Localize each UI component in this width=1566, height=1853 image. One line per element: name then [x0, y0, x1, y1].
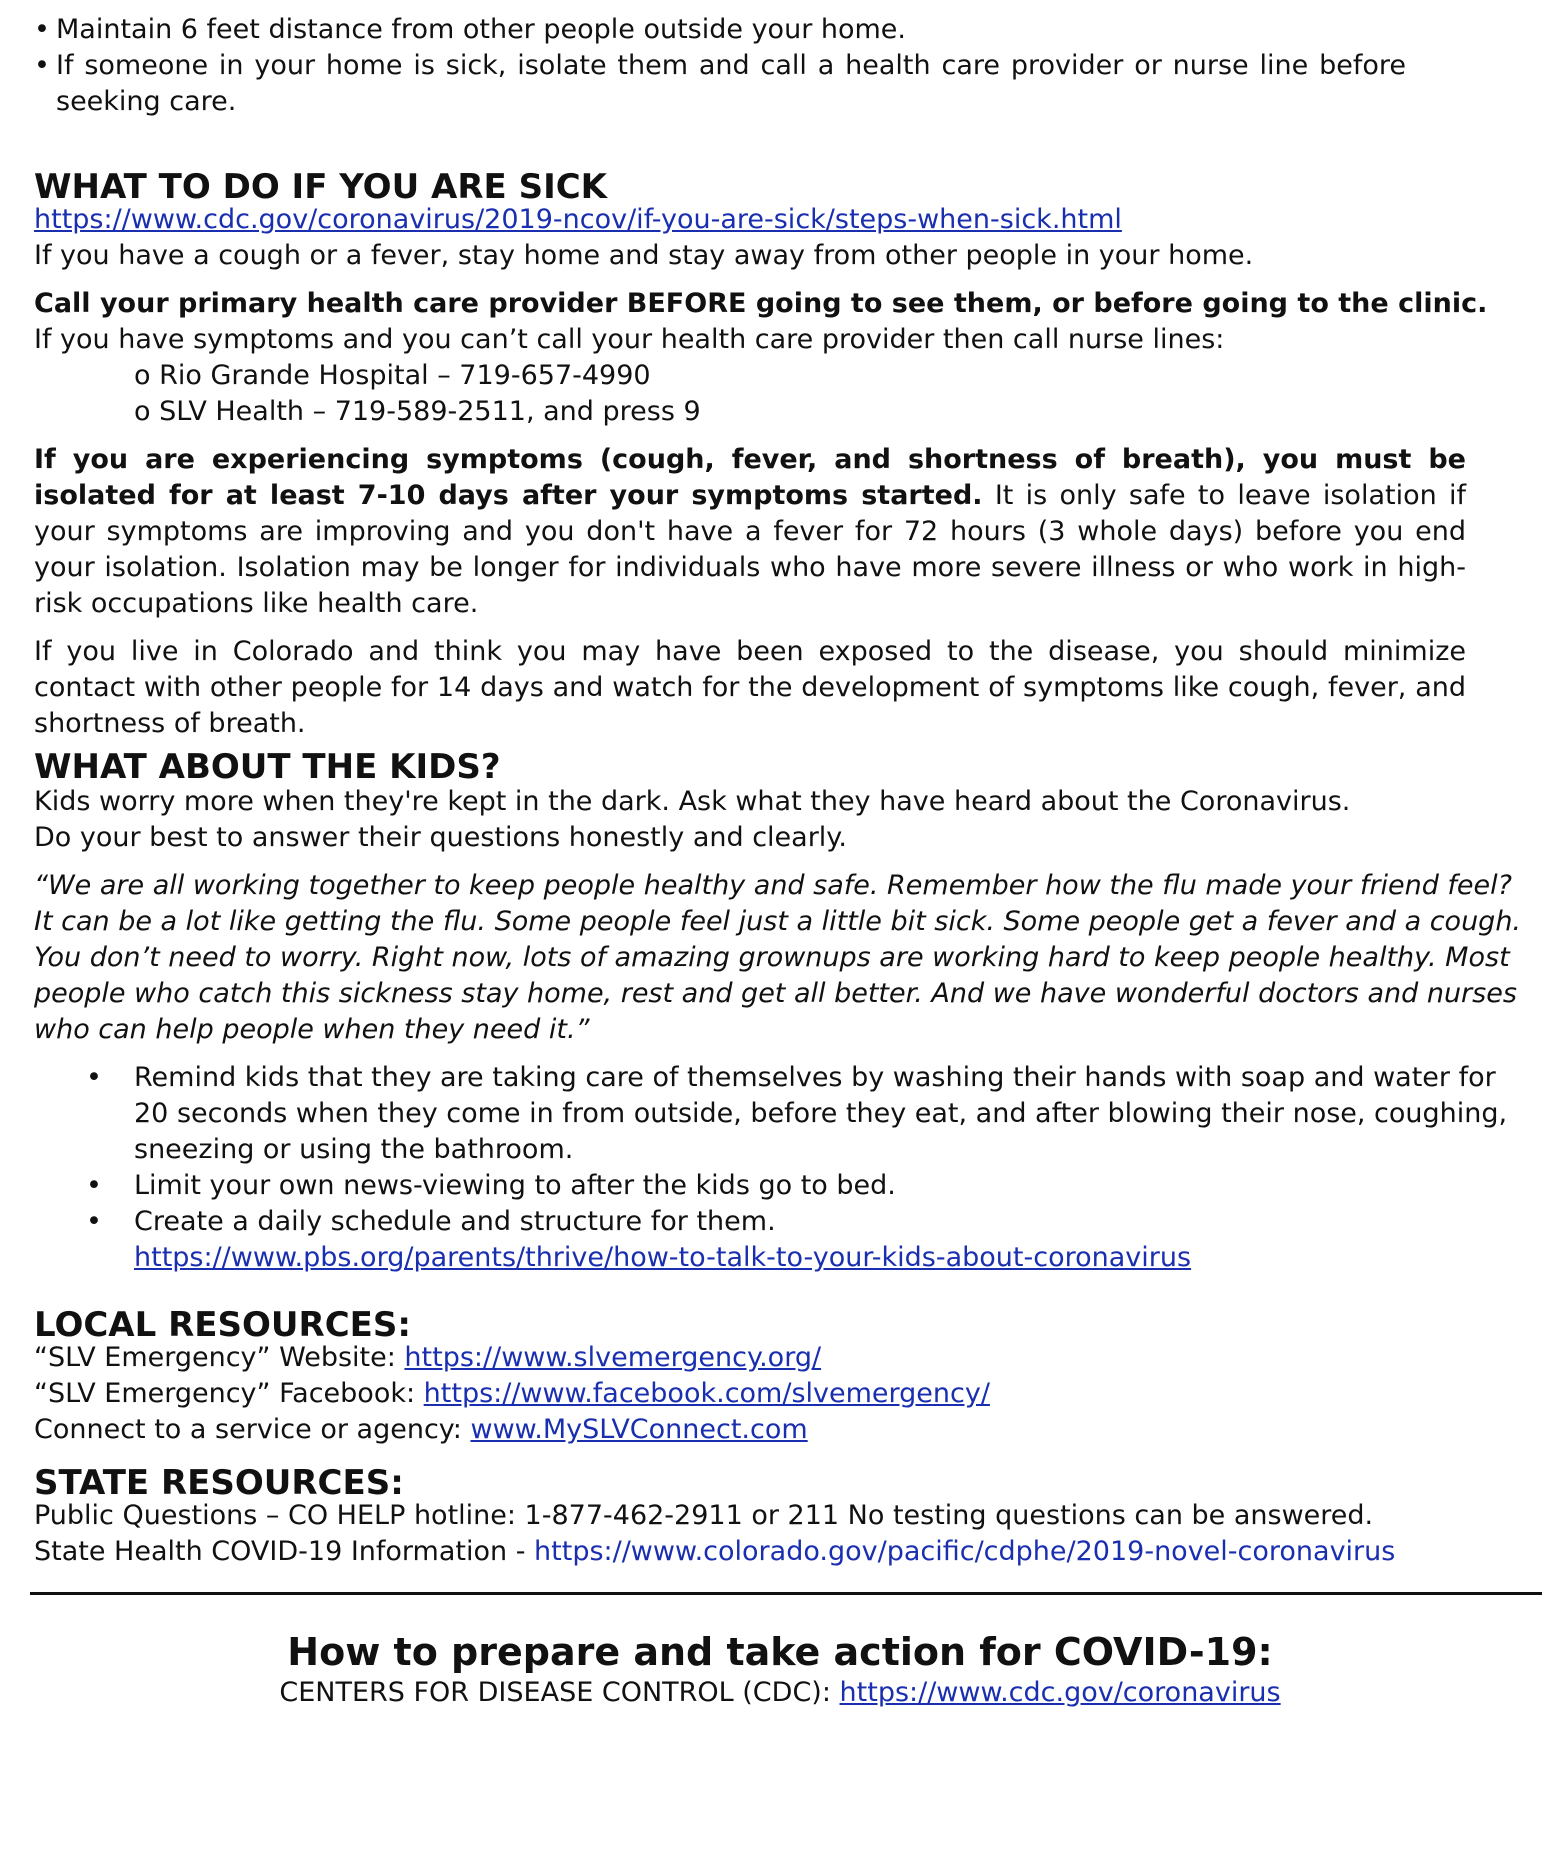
list-item — [34, 1168, 1526, 1204]
list-item — [34, 48, 1526, 120]
state-info-label: State Health COVID-19 Information - — [34, 1536, 535, 1567]
bullet-icon: • — [34, 50, 50, 81]
footer-cdc-row — [34, 1675, 1526, 1711]
local-facebook-row — [34, 1376, 1526, 1412]
bullet-icon: • — [86, 1206, 102, 1237]
kids-intro-1: Kids worry more when they're kept in the dark. Ask what they have heard about the Coronavirus. — [34, 786, 1351, 817]
bullet-icon: • — [86, 1062, 102, 1093]
cdc-coronavirus-link[interactable]: https://www.cdc.gov/coronavirus — [839, 1677, 1281, 1708]
slv-emergency-website-link[interactable]: https://www.slvemergency.org/ — [404, 1342, 822, 1373]
bullet-text: Limit your own news-viewing to after the kids go to bed. — [134, 1170, 896, 1201]
bullet-icon: • — [34, 14, 50, 45]
slv-emergency-facebook-link[interactable]: https://www.facebook.com/slvemergency/ — [423, 1378, 990, 1409]
list-item — [34, 1204, 1526, 1276]
kids-bullet-list — [34, 1060, 1526, 1276]
local-connect-label: Connect to a service or agency: — [34, 1414, 471, 1445]
kids-heading: WHAT ABOUT THE KIDS? — [34, 747, 501, 787]
local-website-row — [34, 1340, 1526, 1376]
sick-intro: If you have a cough or a fever, stay home and stay away from other people in your home. — [34, 240, 1254, 271]
bullet-text: If someone in your home is sick, isolate them and call a health care provider or nurse line before seeking care. — [56, 50, 1406, 117]
state-resources-heading: STATE RESOURCES: — [34, 1463, 404, 1503]
sick-steps-link[interactable]: https://www.cdc.gov/coronavirus/2019-ncov/if-you-are-sick/steps-when-sick.html — [34, 204, 1122, 235]
isolation-paragraph — [34, 442, 1526, 622]
exposure-paragraph: If you live in Colorado and think you may have been exposed to the disease, you should minimize contact with other people for 14 days and watch for the development of symptoms like cough, fever, and shortness of breath. — [34, 636, 1466, 739]
sick-heading: WHAT TO DO IF YOU ARE SICK — [34, 167, 608, 207]
list-item — [34, 1060, 1526, 1168]
local-facebook-label: “SLV Emergency” Facebook: — [34, 1378, 424, 1409]
local-resources-heading: LOCAL RESOURCES: — [34, 1305, 411, 1345]
kids-quote: “We are all working together to keep people healthy and safe. Remember how the flu made your friend feel? It can be a lot like getting the flu. Some people feel just a little bit sick. Some people get a fever and a cough. You don’t need to worry. Right now, lots of amazing grownups are working hard to keep people healthy. Most people who catch this sickness stay home, rest and get all better. And we have wonderful doctors and nurses who can help people when they need it.” — [34, 870, 1522, 1045]
section-divider — [30, 1592, 1542, 1595]
isolation-bold-text: If you are experiencing symptoms (cough, fever, and shortness of breath), you must be isolated for at least 7-10 days after your symptoms started. — [34, 444, 1466, 511]
myslvconnect-link[interactable]: www.MySLVConnect.com — [470, 1414, 808, 1445]
top-bullet-list — [34, 12, 1526, 120]
nurse-line-item: o SLV Health – 719-589-2511, and press 9 — [134, 396, 701, 427]
kids-intro-2: Do your best to answer their questions honestly and clearly. — [34, 822, 848, 853]
state-info-row — [34, 1534, 1526, 1570]
nurse-lines-intro: If you have symptoms and you can’t call your health care provider then call nurse lines: — [34, 324, 1225, 355]
local-website-label: “SLV Emergency” Website: — [34, 1342, 405, 1373]
bullet-text: Remind kids that they are taking care of themselves by washing their hands with soap and water for 20 seconds when they come in from outside, before they eat, and after blowing their nose, coughing, sneezing or using the bathroom. — [134, 1062, 1508, 1165]
list-item — [34, 12, 1526, 48]
nurse-line-item: o Rio Grande Hospital – 719-657-4990 — [134, 360, 651, 391]
colorado-cdphe-link[interactable]: https://www.colorado.gov/pacific/cdphe/2019-novel-coronavirus — [534, 1536, 1396, 1567]
local-connect-row — [34, 1412, 1526, 1448]
bullet-text: Maintain 6 feet distance from other people outside your home. — [56, 14, 906, 45]
footer-cdc-label: CENTERS FOR DISEASE CONTROL (CDC): — [279, 1677, 840, 1708]
call-provider-notice: Call your primary health care provider BEFORE going to see them, or before going to the clinic. — [34, 288, 1488, 319]
state-hotline: Public Questions – CO HELP hotline: 1-877-462-2911 or 211 No testing questions can be answered. — [34, 1500, 1374, 1531]
footer-title: How to prepare and take action for COVID-19: — [287, 1630, 1273, 1674]
pbs-kids-link[interactable]: https://www.pbs.org/parents/thrive/how-to-talk-to-your-kids-about-coronavirus — [134, 1242, 1192, 1273]
footer — [34, 1629, 1526, 1711]
bullet-icon: • — [86, 1170, 102, 1201]
isolation-body-text: It is only safe to leave isolation if your symptoms are improving and you don't have a fever for 72 hours (3 whole days) before you end your isolation. Isolation may be longer for individuals who have more severe illness or who work in high-risk occupations like health care. — [34, 480, 1466, 619]
bullet-text: Create a daily schedule and structure for them. — [134, 1206, 776, 1237]
